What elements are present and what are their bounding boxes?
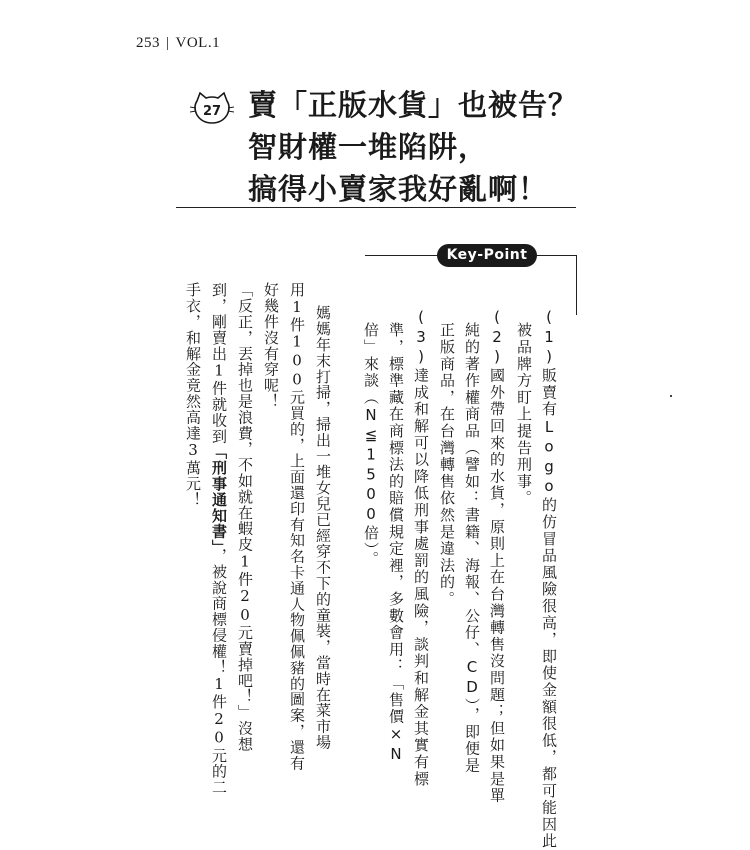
body-column: 用1件100元買的，上面還印有知名卡通人物佩佩豬的圖案，還有 [288, 282, 306, 771]
key-point-column: (2)國外帶回來的水貨，原則上在台灣轉售沒問題；但如果是單 [488, 308, 506, 805]
key-point-column: 被品牌方盯上提告刑事。 [515, 322, 533, 507]
page-number: 253 [136, 35, 160, 51]
key-point-column: 純的著作權商品（譬如：書籍、海報、公仔、CD），即便是 [463, 322, 481, 775]
title-divider [176, 207, 576, 208]
key-point-column: 倍」來談（N≦1500倍）。 [362, 322, 380, 568]
header-separator: | [166, 35, 170, 51]
body-text: ，被說商標侵權！1件20元的二 [210, 547, 228, 796]
chapter-number: 27 [202, 104, 222, 119]
body-column: 媽媽年末打掃，掃出一堆女兒已經穿不下的童裝，當時在菜市場 [314, 305, 332, 751]
key-point-rule-left [365, 255, 437, 256]
key-point-column: (1)販賣有Logo的仿冒品風險很高，即使金額很低，都可能因此 [540, 308, 558, 850]
key-point-rule-right [537, 255, 577, 256]
volume-label: VOL.1 [175, 35, 221, 51]
key-point-column: (3)達成和解可以降低刑事處罰的風險，談判和解金其實有標 [412, 308, 430, 788]
title-line-3: 搞得小賣家我好亂啊！ [248, 172, 549, 206]
body-column: 手衣，和解金竟然高達3萬元！ [184, 282, 202, 508]
running-header [136, 35, 220, 52]
body-column [207, 282, 230, 795]
stray-mark [670, 395, 672, 397]
key-point-column: 正版商品，在台灣轉售依然是違法的。 [438, 322, 456, 608]
key-point-column: 準，標準藏在商標法的賠償規定裡，多數會用：「售價×N [387, 322, 405, 765]
title-line-2: 智財權一堆陷阱， [248, 130, 489, 164]
criminal-notice-emphasis: 「刑事通知書」 [210, 444, 228, 548]
body-column: 「反正，丟掉也是浪費，不如就在蝦皮1件20元賣掉吧！」沒想 [236, 282, 254, 753]
body-text: 到，剛賣出1件就收到 [210, 282, 228, 444]
chapter-title [248, 84, 588, 210]
title-line-1: 賣「正版水貨」也被告？ [248, 88, 579, 122]
key-point-rule-vertical [576, 255, 577, 315]
chapter-cat-icon [190, 92, 234, 126]
body-column: 好幾件沒有穿呢！ [262, 282, 280, 410]
key-point-badge: Key-Point [437, 244, 537, 267]
